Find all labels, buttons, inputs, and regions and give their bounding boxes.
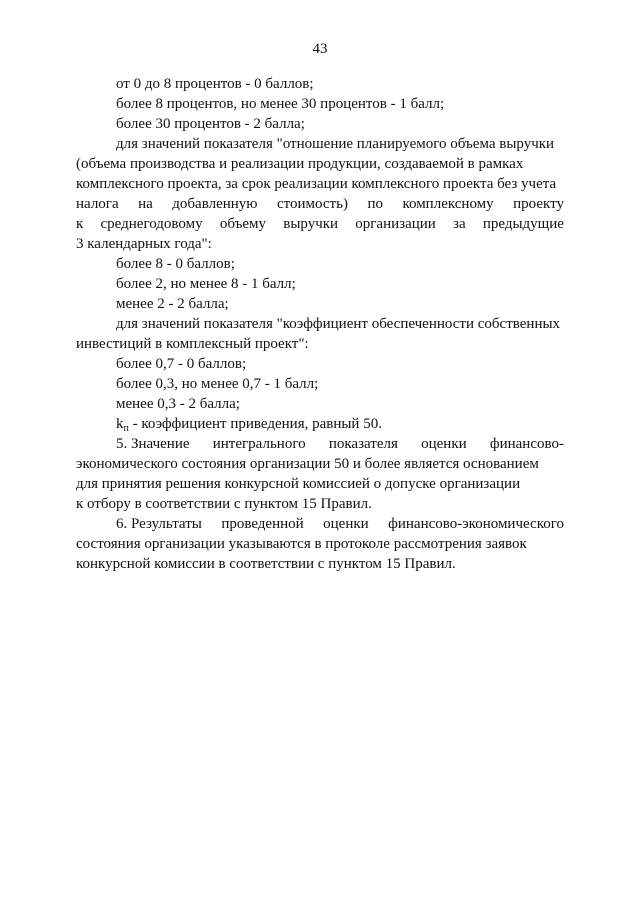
- word: комплексному: [402, 196, 494, 212]
- text-line: 3 календарных года":: [76, 236, 212, 252]
- word: к: [76, 216, 84, 232]
- word: среднегодовому: [100, 216, 203, 232]
- text-line: для принятия решения конкурсной комиссией о допуске организации: [76, 476, 521, 492]
- text-line: более 2, но менее 8 - 1 балл;: [116, 276, 296, 292]
- word: 6. Результаты: [116, 516, 202, 532]
- text-line: более 0,7 - 0 баллов;: [116, 356, 247, 372]
- text-line: от 0 до 8 процентов - 0 баллов;: [116, 76, 314, 92]
- word: организации: [355, 216, 436, 232]
- word: финансово-экономического: [388, 516, 564, 532]
- word: стоимость): [276, 196, 348, 212]
- text-line-justified: [76, 514, 564, 534]
- text-line: более 30 процентов - 2 балла;: [116, 116, 305, 132]
- coefficient-subscript: п: [123, 423, 129, 434]
- coefficient-text: - коэффициент приведения, равный 50.: [128, 416, 382, 432]
- word: показателя: [328, 436, 398, 452]
- text-line: для значений показателя "коэффициент обеспеченности собственных: [116, 316, 561, 332]
- page-number: 43: [312, 41, 328, 57]
- text-line-justified: [76, 194, 564, 214]
- word: налога: [76, 196, 119, 212]
- text-line: к отбору в соответствии с пунктом 15 Правил.: [76, 496, 372, 512]
- word: за: [453, 216, 466, 232]
- text-line: менее 2 - 2 балла;: [116, 296, 229, 312]
- text-line: конкурсной комиссии в соответствии с пунктом 15 Правил.: [76, 556, 456, 572]
- word: объему: [219, 216, 267, 232]
- text-line: более 0,3, но менее 0,7 - 1 балл;: [116, 376, 319, 392]
- word: предыдущие: [482, 216, 564, 232]
- text-line: для значений показателя "отношение планируемого объема выручки: [116, 136, 555, 152]
- word: добавленную: [172, 196, 258, 212]
- word: по: [367, 196, 383, 212]
- word: выручки: [283, 216, 339, 232]
- coefficient-symbol: k: [116, 416, 124, 432]
- text-line: менее 0,3 - 2 балла;: [116, 396, 240, 412]
- text-line-justified: [76, 214, 564, 234]
- text-line: более 8 процентов, но менее 30 процентов - 1 балл;: [116, 96, 445, 112]
- word: 5. Значение: [116, 436, 190, 452]
- word: интегрального: [212, 436, 306, 452]
- word: оценки: [323, 516, 369, 532]
- word: проведенной: [221, 516, 304, 532]
- coefficient-line: [76, 414, 564, 434]
- document-body: [76, 74, 564, 574]
- text-line: состояния организации указываются в протоколе рассмотрения заявок: [76, 536, 527, 552]
- word: проекту: [513, 196, 564, 212]
- text-line-justified: [76, 434, 564, 454]
- word: на: [138, 196, 153, 212]
- text-line: (объема производства и реализации продукции, создаваемой в рамках: [76, 156, 524, 172]
- text-line: комплексного проекта, за срок реализации комплексного проекта без учета: [76, 176, 557, 192]
- word: финансово-: [489, 436, 564, 452]
- text-line: экономического состояния организации 50 и более является основанием: [76, 456, 539, 472]
- text-line: более 8 - 0 баллов;: [116, 256, 235, 272]
- text-line: инвестиций в комплексный проект":: [76, 336, 309, 352]
- word: оценки: [421, 436, 467, 452]
